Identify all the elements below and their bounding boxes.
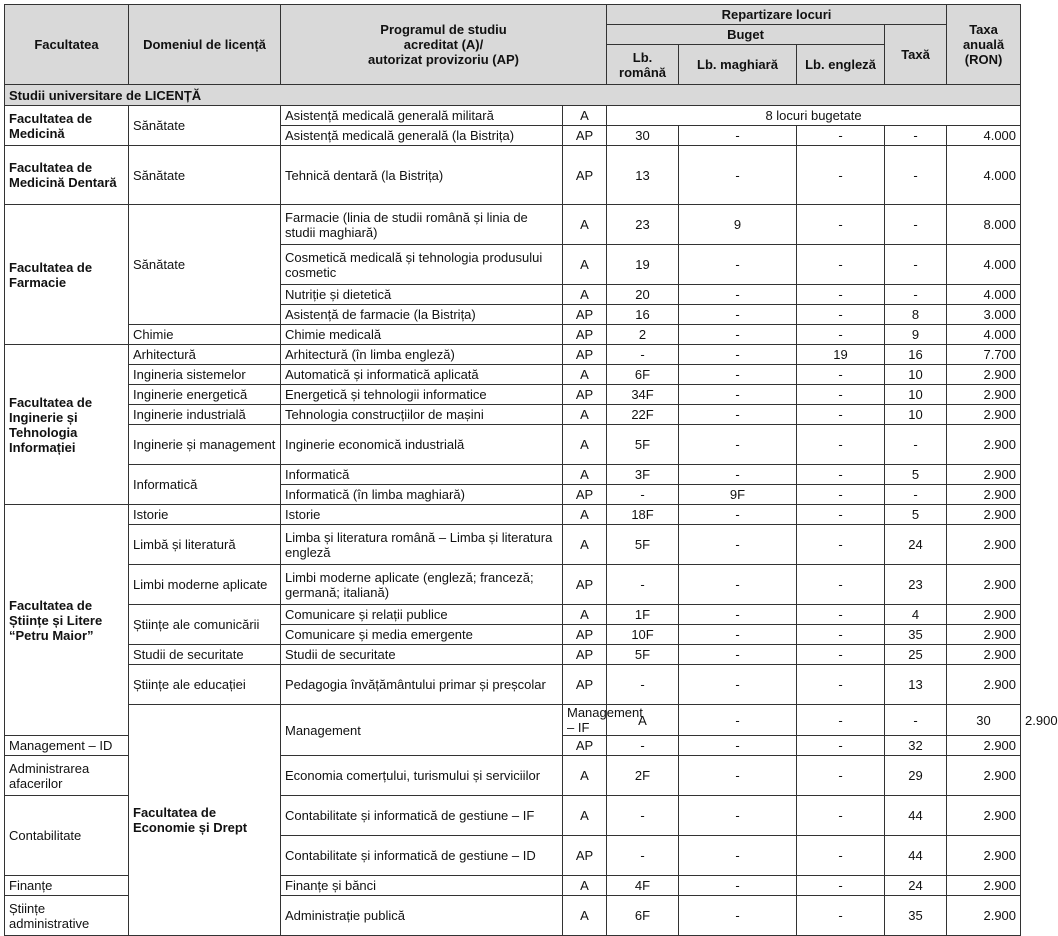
- lb-maghiara-cell: 9: [679, 205, 797, 245]
- program-cell: Automatică și informatică aplicată: [281, 365, 563, 385]
- fee-cell: 2.900: [947, 665, 1021, 705]
- domain-cell: Informatică: [129, 465, 281, 505]
- taxa-cell: -: [885, 425, 947, 465]
- program-cell: Asistență medicală generală (la Bistrița): [281, 126, 563, 146]
- taxa-cell: 30: [947, 705, 1021, 736]
- status-cell: A: [563, 365, 607, 385]
- faculty-cell: Facultatea de Economie și Drept: [129, 705, 281, 936]
- lb-maghiara-cell: -: [679, 836, 797, 876]
- faculty-cell: Facultatea de Inginerie și Tehnologia Informației: [5, 345, 129, 505]
- taxa-cell: 16: [885, 345, 947, 365]
- lb-maghiara-cell: -: [679, 126, 797, 146]
- lb-romana-cell: -: [607, 796, 679, 836]
- taxa-cell: 35: [885, 625, 947, 645]
- program-cell: Informatică (în limba maghiară): [281, 485, 563, 505]
- status-cell: A: [563, 245, 607, 285]
- fee-cell: 4.000: [947, 285, 1021, 305]
- taxa-cell: 10: [885, 405, 947, 425]
- lb-romana-cell: 6F: [607, 896, 679, 936]
- program-cell: Nutriție și dietetică: [281, 285, 563, 305]
- faculty-cell: Facultatea de Medicină Dentară: [5, 146, 129, 205]
- taxa-cell: 44: [885, 836, 947, 876]
- status-cell: A: [563, 465, 607, 485]
- domain-cell: Științe ale educației: [129, 665, 281, 705]
- domain-cell: Inginerie industrială: [129, 405, 281, 425]
- table-row: Facultatea de Economie și Drept Management Management – IF A - - - 30 2.900: [5, 705, 1021, 736]
- table-row: [5, 505, 1021, 525]
- lb-maghiara-cell: -: [679, 505, 797, 525]
- taxa-cell: -: [885, 146, 947, 205]
- fee-cell: 2.900: [947, 756, 1021, 796]
- lb-engleza-cell: -: [797, 405, 885, 425]
- status-cell: A: [607, 705, 679, 736]
- status-cell: A: [563, 285, 607, 305]
- program-cell: Inginerie economică industrială: [281, 425, 563, 465]
- domain-cell: Sănătate: [129, 146, 281, 205]
- fee-cell: 7.700: [947, 345, 1021, 365]
- admission-table: [4, 4, 1058, 936]
- taxa-cell: 13: [885, 665, 947, 705]
- lb-maghiara-cell: -: [679, 625, 797, 645]
- domain-cell: Inginerie și management: [129, 425, 281, 465]
- program-cell: Studii de securitate: [281, 645, 563, 665]
- status-cell: A: [563, 796, 607, 836]
- lb-romana-cell: 4F: [607, 876, 679, 896]
- status-cell: A: [563, 605, 607, 625]
- lb-romana-cell: -: [607, 485, 679, 505]
- table-row: [5, 665, 1021, 705]
- status-cell: AP: [563, 345, 607, 365]
- taxa-cell: -: [885, 285, 947, 305]
- taxa-cell: -: [885, 205, 947, 245]
- domain-cell: Finanțe: [5, 876, 129, 896]
- lb-engleza-cell: -: [797, 876, 885, 896]
- fee-cell: 2.900: [947, 425, 1021, 465]
- fee-cell: 2.900: [947, 896, 1021, 936]
- status-cell: AP: [563, 305, 607, 325]
- header-taxa-anuala: Taxa anuală (RON): [947, 5, 1021, 85]
- status-cell: AP: [563, 126, 607, 146]
- lb-engleza-cell: -: [797, 625, 885, 645]
- lb-engleza-cell: -: [797, 205, 885, 245]
- header-lb-romana: Lb. română: [607, 45, 679, 85]
- faculty-cell: Facultatea de Medicină: [5, 106, 129, 146]
- taxa-cell: 44: [885, 796, 947, 836]
- lb-engleza-cell: -: [797, 285, 885, 305]
- fee-cell: 2.900: [947, 465, 1021, 485]
- table-row: [5, 565, 1021, 605]
- domain-cell: Științe ale comunicării: [129, 605, 281, 645]
- program-cell: Administrație publică: [281, 896, 563, 936]
- lb-maghiara-cell: -: [679, 245, 797, 285]
- lb-romana-cell: 3F: [607, 465, 679, 485]
- domain-cell: Limbă și literatură: [129, 525, 281, 565]
- lb-engleza-cell: -: [797, 736, 885, 756]
- domain-cell: Chimie: [129, 325, 281, 345]
- header-taxa: Taxă: [885, 25, 947, 85]
- taxa-cell: 24: [885, 876, 947, 896]
- taxa-cell: 5: [885, 465, 947, 485]
- lb-engleza-cell: 19: [797, 345, 885, 365]
- fee-cell: 4.000: [947, 126, 1021, 146]
- table-row: [5, 645, 1021, 665]
- lb-maghiara-cell: -: [679, 285, 797, 305]
- fee-cell: 2.900: [947, 385, 1021, 405]
- lb-maghiara-cell: -: [679, 796, 797, 836]
- lb-maghiara-cell: -: [679, 425, 797, 465]
- fee-cell: 2.900: [947, 505, 1021, 525]
- lb-maghiara-cell: -: [679, 665, 797, 705]
- lb-engleza-cell: -: [797, 325, 885, 345]
- program-cell: Limbi moderne aplicate (engleză; franceză; germană; italiană): [281, 565, 563, 605]
- lb-maghiara-cell: -: [679, 605, 797, 625]
- lb-romana-cell: -: [607, 836, 679, 876]
- table-row: [5, 365, 1021, 385]
- lb-romana-cell: 5F: [607, 525, 679, 565]
- status-cell: A: [563, 525, 607, 565]
- taxa-cell: 9: [885, 325, 947, 345]
- lb-maghiara-cell: -: [679, 146, 797, 205]
- lb-romana-cell: 30: [607, 126, 679, 146]
- lb-engleza-cell: -: [797, 796, 885, 836]
- table-row: [5, 525, 1021, 565]
- lb-romana-cell: 1F: [607, 605, 679, 625]
- lb-romana-cell: -: [607, 565, 679, 605]
- fee-cell: 2.900: [947, 485, 1021, 505]
- table-row: [5, 146, 1021, 205]
- program-cell: Asistență de farmacie (la Bistrița): [281, 305, 563, 325]
- header-programul: Programul de studiu acreditat (A)/ autorizat provizoriu (AP): [281, 5, 607, 85]
- lb-engleza-cell: -: [797, 146, 885, 205]
- lb-romana-cell: -: [607, 736, 679, 756]
- taxa-cell: 29: [885, 756, 947, 796]
- lb-maghiara-cell: -: [679, 876, 797, 896]
- taxa-cell: -: [885, 245, 947, 285]
- domain-cell: Studii de securitate: [129, 645, 281, 665]
- domain-cell: Sănătate: [129, 205, 281, 325]
- fee-cell: 3.000: [947, 305, 1021, 325]
- lb-romana-cell: -: [679, 705, 797, 736]
- domain-cell: Sănătate: [129, 106, 281, 146]
- header-domeniul: Domeniul de licență: [129, 5, 281, 85]
- fee-cell: 2.900: [947, 525, 1021, 565]
- lb-romana-cell: 20: [607, 285, 679, 305]
- fee-cell: 2.900: [947, 565, 1021, 605]
- lb-romana-cell: -: [607, 665, 679, 705]
- lb-maghiara-cell: -: [679, 365, 797, 385]
- fee-cell: 2.900: [947, 605, 1021, 625]
- status-cell: A: [563, 876, 607, 896]
- lb-engleza-cell: -: [797, 305, 885, 325]
- status-cell: A: [563, 425, 607, 465]
- lb-maghiara-cell: -: [679, 325, 797, 345]
- lb-engleza-cell: -: [797, 756, 885, 796]
- status-cell: AP: [563, 625, 607, 645]
- lb-engleza-cell: -: [797, 425, 885, 465]
- program-cell: Comunicare și relații publice: [281, 605, 563, 625]
- status-cell: AP: [563, 836, 607, 876]
- status-cell: A: [563, 756, 607, 796]
- status-cell: A: [563, 896, 607, 936]
- table-row: [5, 405, 1021, 425]
- lb-romana-cell: 18F: [607, 505, 679, 525]
- lb-romana-cell: 13: [607, 146, 679, 205]
- lb-maghiara-cell: -: [679, 756, 797, 796]
- domain-cell: Management: [281, 705, 563, 756]
- status-cell: A: [563, 505, 607, 525]
- table-row: [5, 205, 1021, 245]
- lb-engleza-cell: -: [797, 645, 885, 665]
- program-cell: Contabilitate și informatică de gestiune – IF: [281, 796, 563, 836]
- fee-cell: 2.900: [947, 876, 1021, 896]
- status-cell: A: [563, 205, 607, 245]
- lb-engleza-cell: -: [797, 896, 885, 936]
- lb-engleza-cell: -: [797, 485, 885, 505]
- program-cell: Chimie medicală: [281, 325, 563, 345]
- status-cell: A: [563, 405, 607, 425]
- fee-cell: 2.900: [947, 736, 1021, 756]
- table-row: [5, 425, 1021, 465]
- lb-maghiara-cell: -: [679, 525, 797, 565]
- fee-cell: 2.900: [947, 625, 1021, 645]
- program-cell: Tehnică dentară (la Bistrița): [281, 146, 563, 205]
- domain-cell: Științe administrative: [5, 896, 129, 936]
- taxa-cell: 35: [885, 896, 947, 936]
- lb-maghiara-cell: -: [679, 465, 797, 485]
- lb-romana-cell: 2: [607, 325, 679, 345]
- program-cell: Comunicare și media emergente: [281, 625, 563, 645]
- taxa-cell: -: [885, 485, 947, 505]
- lb-maghiara-cell: -: [679, 405, 797, 425]
- lb-romana-cell: 5F: [607, 425, 679, 465]
- program-cell: Management – ID: [5, 736, 129, 756]
- lb-engleza-cell: -: [797, 565, 885, 605]
- program-cell: Economia comerțului, turismului și serviciilor: [281, 756, 563, 796]
- status-cell: AP: [563, 385, 607, 405]
- lb-maghiara-cell: 9F: [679, 485, 797, 505]
- taxa-cell: 8: [885, 305, 947, 325]
- lb-engleza-cell: -: [797, 245, 885, 285]
- header-facultatea: Facultatea: [5, 5, 129, 85]
- status-cell: AP: [563, 565, 607, 605]
- taxa-cell: 5: [885, 505, 947, 525]
- fee-cell: 2.900: [947, 405, 1021, 425]
- taxa-cell: 4: [885, 605, 947, 625]
- taxa-cell: 10: [885, 385, 947, 405]
- lb-romana-cell: 19: [607, 245, 679, 285]
- header-lb-engleza: Lb. engleză: [797, 45, 885, 85]
- domain-cell: Contabilitate: [5, 796, 129, 876]
- lb-engleza-cell: -: [797, 365, 885, 385]
- table-row: [5, 325, 1021, 345]
- header-buget: Buget: [607, 25, 885, 45]
- taxa-cell: 10: [885, 365, 947, 385]
- taxa-cell: -: [885, 126, 947, 146]
- fee-cell: 4.000: [947, 245, 1021, 285]
- lb-engleza-cell: -: [797, 465, 885, 485]
- lb-romana-cell: 22F: [607, 405, 679, 425]
- status-cell: AP: [563, 665, 607, 705]
- lb-engleza-cell: -: [797, 525, 885, 565]
- program-cell: Pedagogia învățământului primar și preșcolar: [281, 665, 563, 705]
- lb-engleza-cell: -: [797, 605, 885, 625]
- lb-maghiara-cell: -: [679, 385, 797, 405]
- lb-maghiara-cell: -: [679, 736, 797, 756]
- domain-cell: Administrarea afacerilor: [5, 756, 129, 796]
- lb-engleza-cell: -: [797, 836, 885, 876]
- program-cell: Tehnologia construcțiilor de mașini: [281, 405, 563, 425]
- table-row: [5, 385, 1021, 405]
- lb-romana-cell: 2F: [607, 756, 679, 796]
- program-cell: Informatică: [281, 465, 563, 485]
- program-cell: Energetică și tehnologii informatice: [281, 385, 563, 405]
- program-cell: Asistență medicală generală militară: [281, 106, 563, 126]
- status-cell: AP: [563, 146, 607, 205]
- lb-engleza-cell: -: [797, 385, 885, 405]
- program-cell: Contabilitate și informatică de gestiune – ID: [281, 836, 563, 876]
- status-cell: AP: [563, 325, 607, 345]
- section-title: Studii universitare de LICENȚĂ: [5, 85, 1021, 106]
- table-row: [5, 465, 1021, 485]
- program-cell: Limba și literatura română – Limba și literatura engleză: [281, 525, 563, 565]
- header-repartizare: Repartizare locuri: [607, 5, 947, 25]
- program-cell: Finanțe și bănci: [281, 876, 563, 896]
- lb-engleza-cell: -: [797, 505, 885, 525]
- fee-cell: 8.000: [947, 205, 1021, 245]
- lb-romana-cell: 34F: [607, 385, 679, 405]
- taxa-cell: 23: [885, 565, 947, 605]
- lb-maghiara-cell: -: [679, 305, 797, 325]
- lb-maghiara-cell: -: [679, 896, 797, 936]
- domain-cell: Inginerie energetică: [129, 385, 281, 405]
- faculty-cell: Facultatea de Științe și Litere “Petru Maior”: [5, 505, 129, 736]
- program-cell: Cosmetică medicală și tehnologia produsului cosmetic: [281, 245, 563, 285]
- fee-cell: 2.900: [947, 836, 1021, 876]
- table-row: [5, 345, 1021, 365]
- domain-cell: Ingineria sistemelor: [129, 365, 281, 385]
- lb-engleza-cell: -: [797, 126, 885, 146]
- lb-romana-cell: 10F: [607, 625, 679, 645]
- table-row: [5, 605, 1021, 625]
- lb-romana-cell: -: [607, 345, 679, 365]
- lb-romana-cell: 16: [607, 305, 679, 325]
- status-cell: AP: [563, 485, 607, 505]
- taxa-cell: 24: [885, 525, 947, 565]
- fee-cell: 2.900: [947, 645, 1021, 665]
- lb-maghiara-cell: -: [679, 345, 797, 365]
- fee-cell: 4.000: [947, 325, 1021, 345]
- lb-maghiara-cell: -: [679, 645, 797, 665]
- lb-maghiara-cell: -: [797, 705, 885, 736]
- domain-cell: Limbi moderne aplicate: [129, 565, 281, 605]
- status-cell: A: [563, 106, 607, 126]
- fee-cell: 2.900: [947, 365, 1021, 385]
- lb-romana-cell: 23: [607, 205, 679, 245]
- program-cell: Management – IF: [563, 705, 607, 736]
- status-cell: AP: [563, 736, 607, 756]
- fee-cell: 2.900: [947, 796, 1021, 836]
- status-cell: AP: [563, 645, 607, 665]
- faculty-cell: Facultatea de Farmacie: [5, 205, 129, 345]
- program-cell: Istorie: [281, 505, 563, 525]
- lb-engleza-cell: -: [885, 705, 947, 736]
- lb-romana-cell: 5F: [607, 645, 679, 665]
- program-cell: Arhitectură (în limba engleză): [281, 345, 563, 365]
- table-row: [5, 106, 1021, 126]
- lb-maghiara-cell: -: [679, 565, 797, 605]
- header-lb-maghiara: Lb. maghiară: [679, 45, 797, 85]
- lb-romana-cell: 6F: [607, 365, 679, 385]
- domain-cell: Arhitectură: [129, 345, 281, 365]
- lb-engleza-cell: -: [797, 665, 885, 705]
- program-cell: Farmacie (linia de studii română și linia de studii maghiară): [281, 205, 563, 245]
- bugetate-note: 8 locuri bugetate: [607, 106, 1021, 126]
- taxa-cell: 25: [885, 645, 947, 665]
- domain-cell: Istorie: [129, 505, 281, 525]
- taxa-cell: 32: [885, 736, 947, 756]
- fee-cell: 4.000: [947, 146, 1021, 205]
